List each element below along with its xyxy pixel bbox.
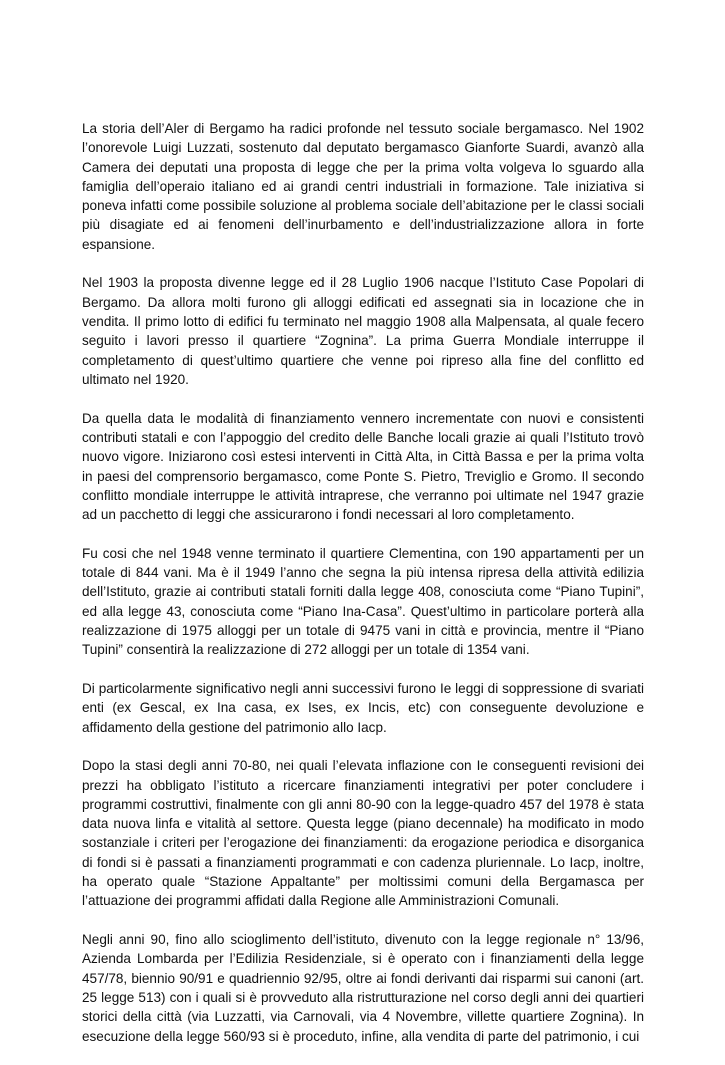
paragraph-suppression-laws: Di particolarmente significativo negli anni successivi furono Ie leggi di soppressione di svariati enti (ex Gescal, ex Ina casa, ex Ises, ex Incis, etc) con conseguente devoluzione e affidamento della gestione del patrimonio allo Iacp. bbox=[82, 680, 644, 735]
paragraph-funding-growth: Da quella data le modalità di finanziamento vennero incrementate con nuovi e consistenti contributi statali e con l’appoggio del credito delle Banche locali grazie ai quali l’Istituto trovò nuovo vigore. Iniziarono così estesi interventi in Città Alta, in Città Bassa e per la prima volta in paesi del comprensorio bergamasco, come Ponte S. Pietro, Treviglio e Gromo. Il secondo conflitto mondiale interruppe le attività intraprese, che verranno poi ultimate nel 1947 grazie ad un pacchetto di leggi che assicurarono i fondi necessari al loro completamento. bbox=[82, 410, 644, 523]
document-body bbox=[82, 119, 644, 1065]
paragraph-decennial-plan: Dopo la stasi degli anni 70-80, nei quali l’elevata inflazione con Ie conseguenti revisioni dei prezzi ha obbligato l’istituto a ricercare finanziamenti integrativi per poter concludere i programmi costruttivi, finalmente con gli anni 80-90 con la legge-quadro 457 del 1978 è stata data nuova linfa e vitalità al settore. Questa legge (piano decennale) ha modificato in modo sostanziale i criteri per l’erogazione dei finanziamenti: da erogazione periodica e disorganica di fondi si è passati a finanziamenti programmati e con cadenza pluriennale. Lo Iacp, inoltre, ha operato quale “Stazione Appaltante” per moltissimi comuni della Bergamasca per l’attuazione dei programmi affidati dalla Regione alle Amministrazioni Comunali. bbox=[82, 758, 644, 909]
paragraph-founding: Nel 1903 la proposta divenne legge ed il 28 Luglio 1906 nacque l’Istituto Case Popolari di Bergamo. Da allora molti furono gli alloggi edificati ed assegnati sia in locazione che in vendita. Il primo lotto di edifici fu terminato nel maggio 1908 alla Malpensata, al quale fecero seguito i lavori presso il quartiere “Zognina”. La prima Guerra Mondiale interruppe il completamento di quest’ultimo quartiere che venne poi ripreso alla fine del conflitto ed ultimato nel 1920. bbox=[82, 275, 644, 387]
paragraph-origins: La storia dell’Aler di Bergamo ha radici profonde nel tessuto sociale bergamasco. Nel 1902 l’onorevole Luigi Luzzati, sostenuto dal deputato bergamasco Gianforte Suardi, avanzò alla Camera dei deputati una proposta di legge che per la prima volta volgeva lo sguardo alla famiglia dell’operaio italiano ed ai grandi centri industriali in formazione. Tale iniziativa si poneva infatti come possibile soluzione al problema sociale dell’abitazione per le classi sociali più disagiate ed ai fenomeni dell’inurbamento e dell’industrializzazione allora in forte espansione. bbox=[82, 121, 644, 252]
paragraph-postwar: Fu cosi che nel 1948 venne terminato il quartiere Clementina, con 190 appartamenti per un totale di 844 vani. Ma è il 1949 l’anno che segna la più intensa ripresa della attività edilizia dell’Istituto, grazie ai contributi statali forniti dalla legge 408, conosciuta come “Piano Tupini”, ed alla legge 43, conosciuta come “Piano Ina-Casa”. Quest’ultimo in particolare porterà alla realizzazione di 1975 alloggi per un totale di 9475 vani in città e provincia, mentre il “Piano Tupini” consentirà la realizzazione di 272 alloggi per un totale di 1354 vani. bbox=[82, 545, 644, 658]
paragraph-nineties: Negli anni 90, fino allo scioglimento dell’istituto, divenuto con la legge regionale n° 13/96, Azienda Lombarda per l’Edilizia Residenziale, si è operato con i finanziamenti della legge 457/78, biennio 90/91 e quadriennio 92/95, oltre ai fondi derivanti dai risparmi sui canoni (art. 25 legge 513) con i quali si è provveduto alla ristrutturazione nel corso degli anni dei quartieri storici della città (via Luzzatti, via Carnovali, via 4 Novembre, villette quartiere Zognina). In esecuzione della legge 560/93 si è proceduto, infine, alla vendita di parte del patrimonio, i cui bbox=[82, 932, 644, 1044]
